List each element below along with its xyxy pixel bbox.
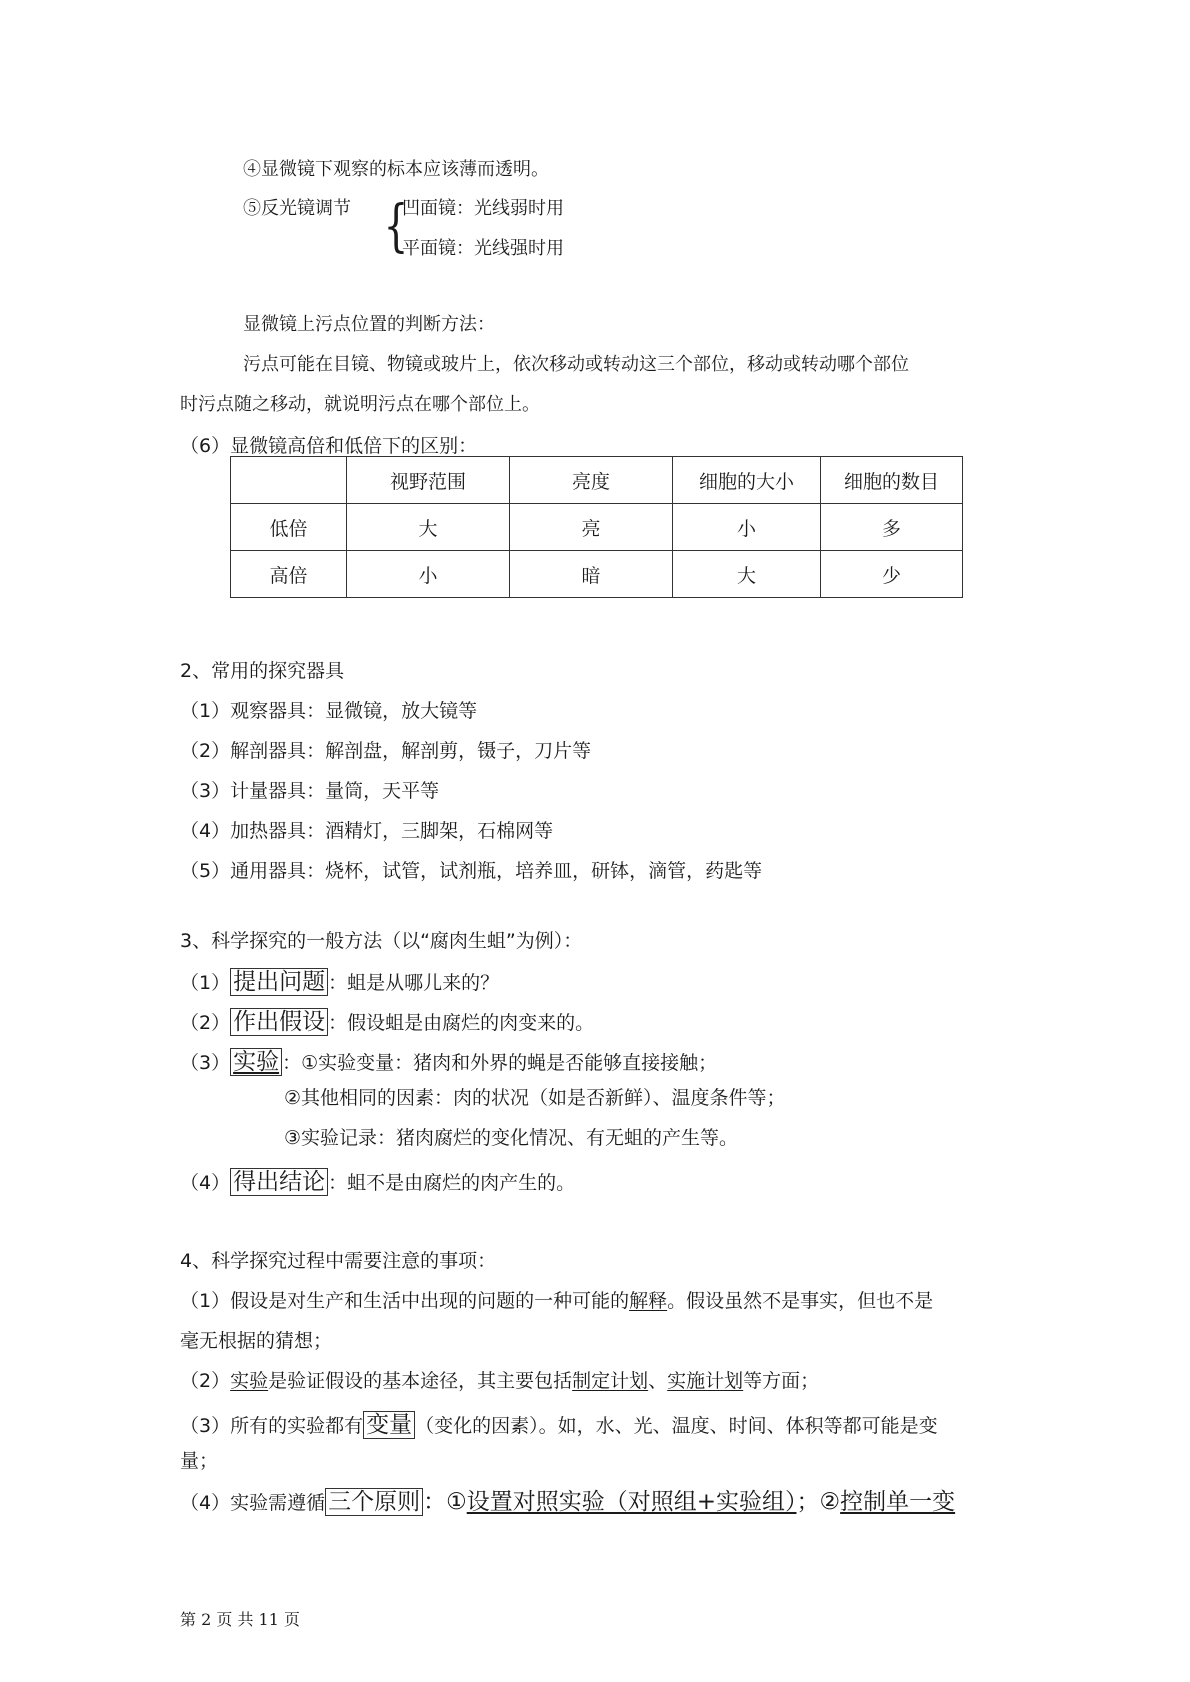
tools-item: （1）观察器具：显微镜，放大镜等 [180, 700, 478, 722]
table-row [231, 551, 963, 598]
tools-title: 2、常用的探究器具 [180, 660, 345, 682]
page-footer: 第 2 页 共 11 页 [180, 1610, 300, 1629]
note-underlined: 设置对照实验（对照组+实验组） [466, 1489, 797, 1515]
table-cell: 低倍 [231, 504, 347, 551]
method-step-3 [180, 1043, 717, 1076]
note-text: （2） [180, 1370, 231, 1392]
table-cell: 小 [673, 504, 821, 551]
step-text: ：蛆是从哪儿来的？ [328, 972, 500, 994]
note-text: ；② [796, 1489, 841, 1515]
step-number: （2） [180, 1012, 231, 1034]
method-step-2 [180, 1003, 594, 1036]
tools-item: （3）计量器具：量筒，天平等 [180, 780, 440, 802]
step-text: ：①实验变量：猪肉和外界的蝇是否能够直接接触； [282, 1052, 718, 1074]
step-number: （1） [180, 972, 231, 994]
step-number: （3） [180, 1052, 231, 1074]
step-keyword: 作出假设 [230, 1008, 328, 1036]
note-text: （4）实验需遵循 [180, 1492, 326, 1514]
left-brace: { [383, 194, 409, 259]
method-step-4 [180, 1163, 575, 1196]
step-text: ：假设蛆是由腐烂的肉变来的。 [328, 1012, 595, 1034]
note-text: 是验证假设的基本途径，其主要包括 [268, 1370, 573, 1392]
tools-item: （2）解剖器具：解剖盘，解剖剪，镊子，刀片等 [180, 740, 592, 762]
table-cell: 高倍 [231, 551, 347, 598]
note-underlined: 实施计划 [667, 1370, 744, 1392]
note-keyword: 三个原则 [325, 1488, 423, 1516]
method-step-3-line-2: ②其他相同的因素：肉的状况（如是否新鲜）、温度条件等； [284, 1087, 786, 1109]
note-underlined: 实验 [230, 1370, 269, 1392]
flat-mirror-text: 平面镜：光线强时用 [402, 238, 564, 259]
spot-method-title: 显微镜上污点位置的判断方法： [243, 314, 495, 335]
note-underlined: 解释 [629, 1290, 668, 1312]
table-header-row [231, 457, 963, 504]
note-text: 。假设虽然不是事实，但也不是 [667, 1290, 934, 1312]
table-header-cell [231, 457, 347, 504]
table-header-cell: 细胞的大小 [673, 457, 821, 504]
table-cell: 小 [347, 551, 510, 598]
note-keyword: 变量 [363, 1411, 415, 1439]
step-keyword: 实验 [230, 1048, 282, 1076]
note-text: （1）假设是对生产和生活中出现的问题的一种可能的 [180, 1290, 630, 1312]
table-title: （6）显微镜高倍和低倍下的区别： [180, 435, 478, 457]
tip-item-5-label: ⑤反光镜调节 [243, 198, 351, 219]
table-header-cell: 亮度 [510, 457, 673, 504]
note-text: 、 [648, 1370, 668, 1392]
table-cell: 多 [821, 504, 963, 551]
table-cell: 大 [673, 551, 821, 598]
note-text: ：① [423, 1489, 467, 1515]
note-2 [180, 1366, 819, 1393]
method-step-1 [180, 963, 499, 996]
table-cell: 大 [347, 504, 510, 551]
step-keyword: 提出问题 [230, 968, 328, 996]
table-header-cell: 细胞的数目 [821, 457, 963, 504]
table-cell: 暗 [510, 551, 673, 598]
concave-mirror-text: 凹面镜：光线弱时用 [402, 198, 564, 219]
step-text: ：蛆不是由腐烂的肉产生的。 [328, 1172, 576, 1194]
spot-method-line-2: 时污点随之移动，就说明污点在哪个部位上。 [180, 394, 540, 415]
table-row [231, 504, 963, 551]
note-1 [180, 1286, 933, 1313]
spot-method-line-1: 污点可能在目镜、物镜或玻片上，依次移动或转动这三个部位，移动或转动哪个部位 [243, 354, 909, 375]
note-text: 等方面； [743, 1370, 820, 1392]
note-text: （变化的因素）。如，水、光、温度、时间、体积等都可能是变 [415, 1415, 938, 1437]
note-text: （3）所有的实验都有 [180, 1415, 364, 1437]
note-1-cont: 毫无根据的猜想； [180, 1330, 333, 1352]
note-underlined: 制定计划 [572, 1370, 649, 1392]
note-4 [180, 1483, 955, 1516]
note-3-cont: 量； [180, 1450, 219, 1472]
table-cell: 亮 [510, 504, 673, 551]
tools-item: （4）加热器具：酒精灯，三脚架，石棉网等 [180, 820, 554, 842]
tip-item-4: ④显微镜下观察的标本应该薄而透明。 [243, 159, 549, 180]
method-step-3-line-3: ③实验记录：猪肉腐烂的变化情况、有无蛆的产生等。 [284, 1127, 739, 1149]
magnification-comparison-table [230, 456, 963, 598]
method-title: 3、科学探究的一般方法（以“腐肉生蛆”为例）： [180, 930, 583, 952]
table-cell: 少 [821, 551, 963, 598]
step-number: （4） [180, 1172, 231, 1194]
table-header-cell: 视野范围 [347, 457, 510, 504]
note-3 [180, 1406, 938, 1439]
tools-item: （5）通用器具：烧杯，试管，试剂瓶，培养皿，研钵，滴管，药匙等 [180, 860, 763, 882]
step-keyword: 得出结论 [230, 1168, 328, 1196]
notes-title: 4、科学探究过程中需要注意的事项： [180, 1250, 497, 1272]
note-underlined: 控制单一变 [840, 1489, 956, 1515]
